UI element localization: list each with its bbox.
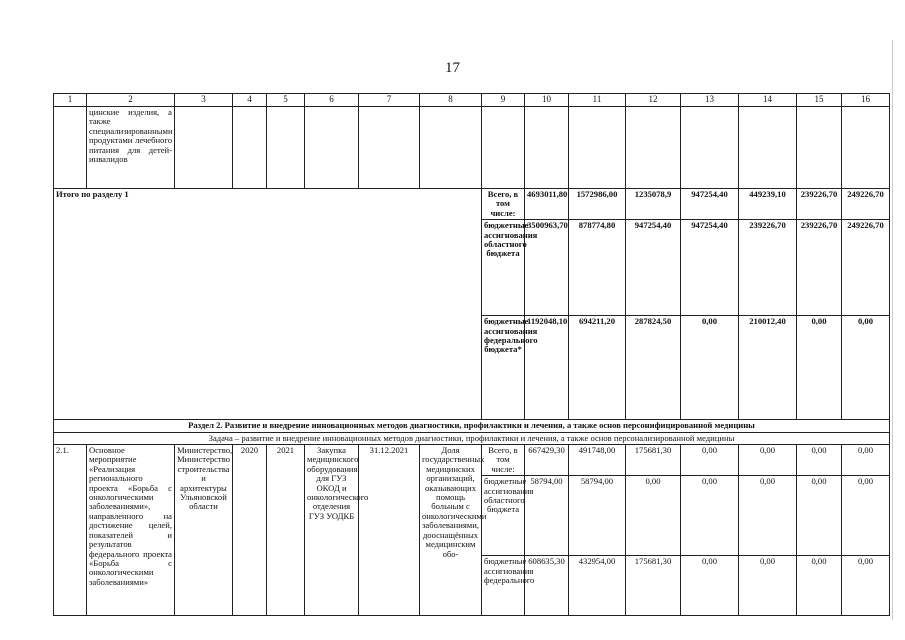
header-cell: 9 (482, 94, 525, 107)
value-cell: 210012,40 (739, 316, 797, 420)
header-cell: 11 (569, 94, 626, 107)
header-cell: 2 (87, 94, 175, 107)
value-cell: 878774,80 (569, 220, 626, 316)
value-cell: 0,00 (842, 445, 890, 476)
section-row (54, 420, 890, 432)
item-action: Закупка медицинского оборудования для ГУЗ ОКОД и онкологического отделения ГУЗ УОДКБ (305, 445, 359, 616)
header-cell: 6 (305, 94, 359, 107)
value-cell: 239226,70 (797, 189, 842, 220)
value-cell: 287824,50 (626, 316, 681, 420)
header-cell: 15 (797, 94, 842, 107)
value-cell: 58794,00 (525, 476, 569, 556)
header-cell: 14 (739, 94, 797, 107)
value-cell: 175681,30 (626, 445, 681, 476)
value-cell: 58794,00 (569, 476, 626, 556)
value-cell: 449239,10 (739, 189, 797, 220)
value-cell: 0,00 (797, 316, 842, 420)
value-cell: 432954,00 (569, 556, 626, 616)
value-cell: 0,00 (681, 316, 739, 420)
value-cell: 694211,20 (569, 316, 626, 420)
value-cell: 947254,40 (681, 189, 739, 220)
value-cell: 0,00 (797, 556, 842, 616)
program-table (53, 93, 890, 616)
value-cell: 0,00 (739, 476, 797, 556)
value-cell: 0,00 (797, 445, 842, 476)
header-cell: 8 (420, 94, 482, 107)
header-cell: 7 (359, 94, 420, 107)
header-cell: 16 (842, 94, 890, 107)
value-cell: 1235078,9 (626, 189, 681, 220)
item-name-continuation: цинские изделия, а также специализированными продуктами лечебного питания для детей-инвалидов (87, 107, 175, 189)
item-date: 31.12.2021 (359, 445, 420, 616)
value-cell: 667429,30 (525, 445, 569, 476)
value-cell: 0,00 (681, 445, 739, 476)
item-start-year: 2020 (233, 445, 267, 616)
source-cell: бюджетные ассигнования областного бюджета (482, 220, 525, 316)
source-cell: бюджетные ассигнования федерального (482, 556, 525, 616)
header-row (54, 94, 890, 107)
value-cell: 249226,70 (842, 189, 890, 220)
header-cell: 3 (175, 94, 233, 107)
value-cell: 175681,30 (626, 556, 681, 616)
value-cell: 947254,40 (681, 220, 739, 316)
header-cell: 13 (681, 94, 739, 107)
value-cell: 491748,00 (569, 445, 626, 476)
item-executor: Министерство, Министерство строительства и архитектуры Ульяновской области (175, 445, 233, 616)
header-cell: 5 (267, 94, 305, 107)
item-indicator: Доля государственных медицинских организаций, оказывающих помощь больным с онкологическими заболеваниями, дооснащённых медицинским обо- (420, 445, 482, 616)
source-cell: бюджетные ассигнования областного бюджета (482, 476, 525, 556)
value-cell: 608635,30 (525, 556, 569, 616)
value-cell: 0,00 (739, 556, 797, 616)
value-cell: 0,00 (842, 316, 890, 420)
task-row (54, 432, 890, 444)
source-cell: бюджетные ассигнования федерального бюджета* (482, 316, 525, 420)
total-label: Итого по разделу 1 (54, 189, 482, 420)
value-cell: 3500963,70 (525, 220, 569, 316)
value-cell: 239226,70 (739, 220, 797, 316)
header-cell: 4 (233, 94, 267, 107)
source-cell: Всего, в том числе: (482, 189, 525, 220)
value-cell: 0,00 (681, 476, 739, 556)
item-end-year: 2021 (267, 445, 305, 616)
value-cell: 239226,70 (797, 220, 842, 316)
item-name: Основное мероприятие «Реализация регионального проекта «Борьба с онкологическими заболеваниями», направленного на достижение целей, показателей и результатов федерального проекта «Борьба с онкологическими заболеваниями» (87, 445, 175, 616)
header-cell: 12 (626, 94, 681, 107)
value-cell: 249226,70 (842, 220, 890, 316)
value-cell: 0,00 (626, 476, 681, 556)
value-cell: 1192048,10 (525, 316, 569, 420)
value-cell: 0,00 (797, 476, 842, 556)
source-cell: Всего, в том числе: (482, 445, 525, 476)
item-number: 2.1. (54, 445, 87, 616)
value-cell: 0,00 (842, 476, 890, 556)
header-cell: 10 (525, 94, 569, 107)
value-cell: 4693011,80 (525, 189, 569, 220)
page-edge-line (892, 40, 893, 620)
task-title: Задача – развитие и внедрение инновационных методов диагностики, профилактики и лечения, а также основ персонализированной медицины (54, 432, 890, 444)
value-cell: 0,00 (739, 445, 797, 476)
page-number: 17 (445, 60, 460, 76)
item-row (54, 445, 890, 476)
total-row (54, 189, 890, 220)
continuation-row (54, 107, 890, 189)
section-title: Раздел 2. Развитие и внедрение инновационных методов диагностики, профилактики и лечения, а также основ персонифицированной медицины (54, 420, 890, 432)
value-cell: 1572986,00 (569, 189, 626, 220)
value-cell: 0,00 (842, 556, 890, 616)
value-cell: 947254,40 (626, 220, 681, 316)
header-cell: 1 (54, 94, 87, 107)
value-cell: 0,00 (681, 556, 739, 616)
